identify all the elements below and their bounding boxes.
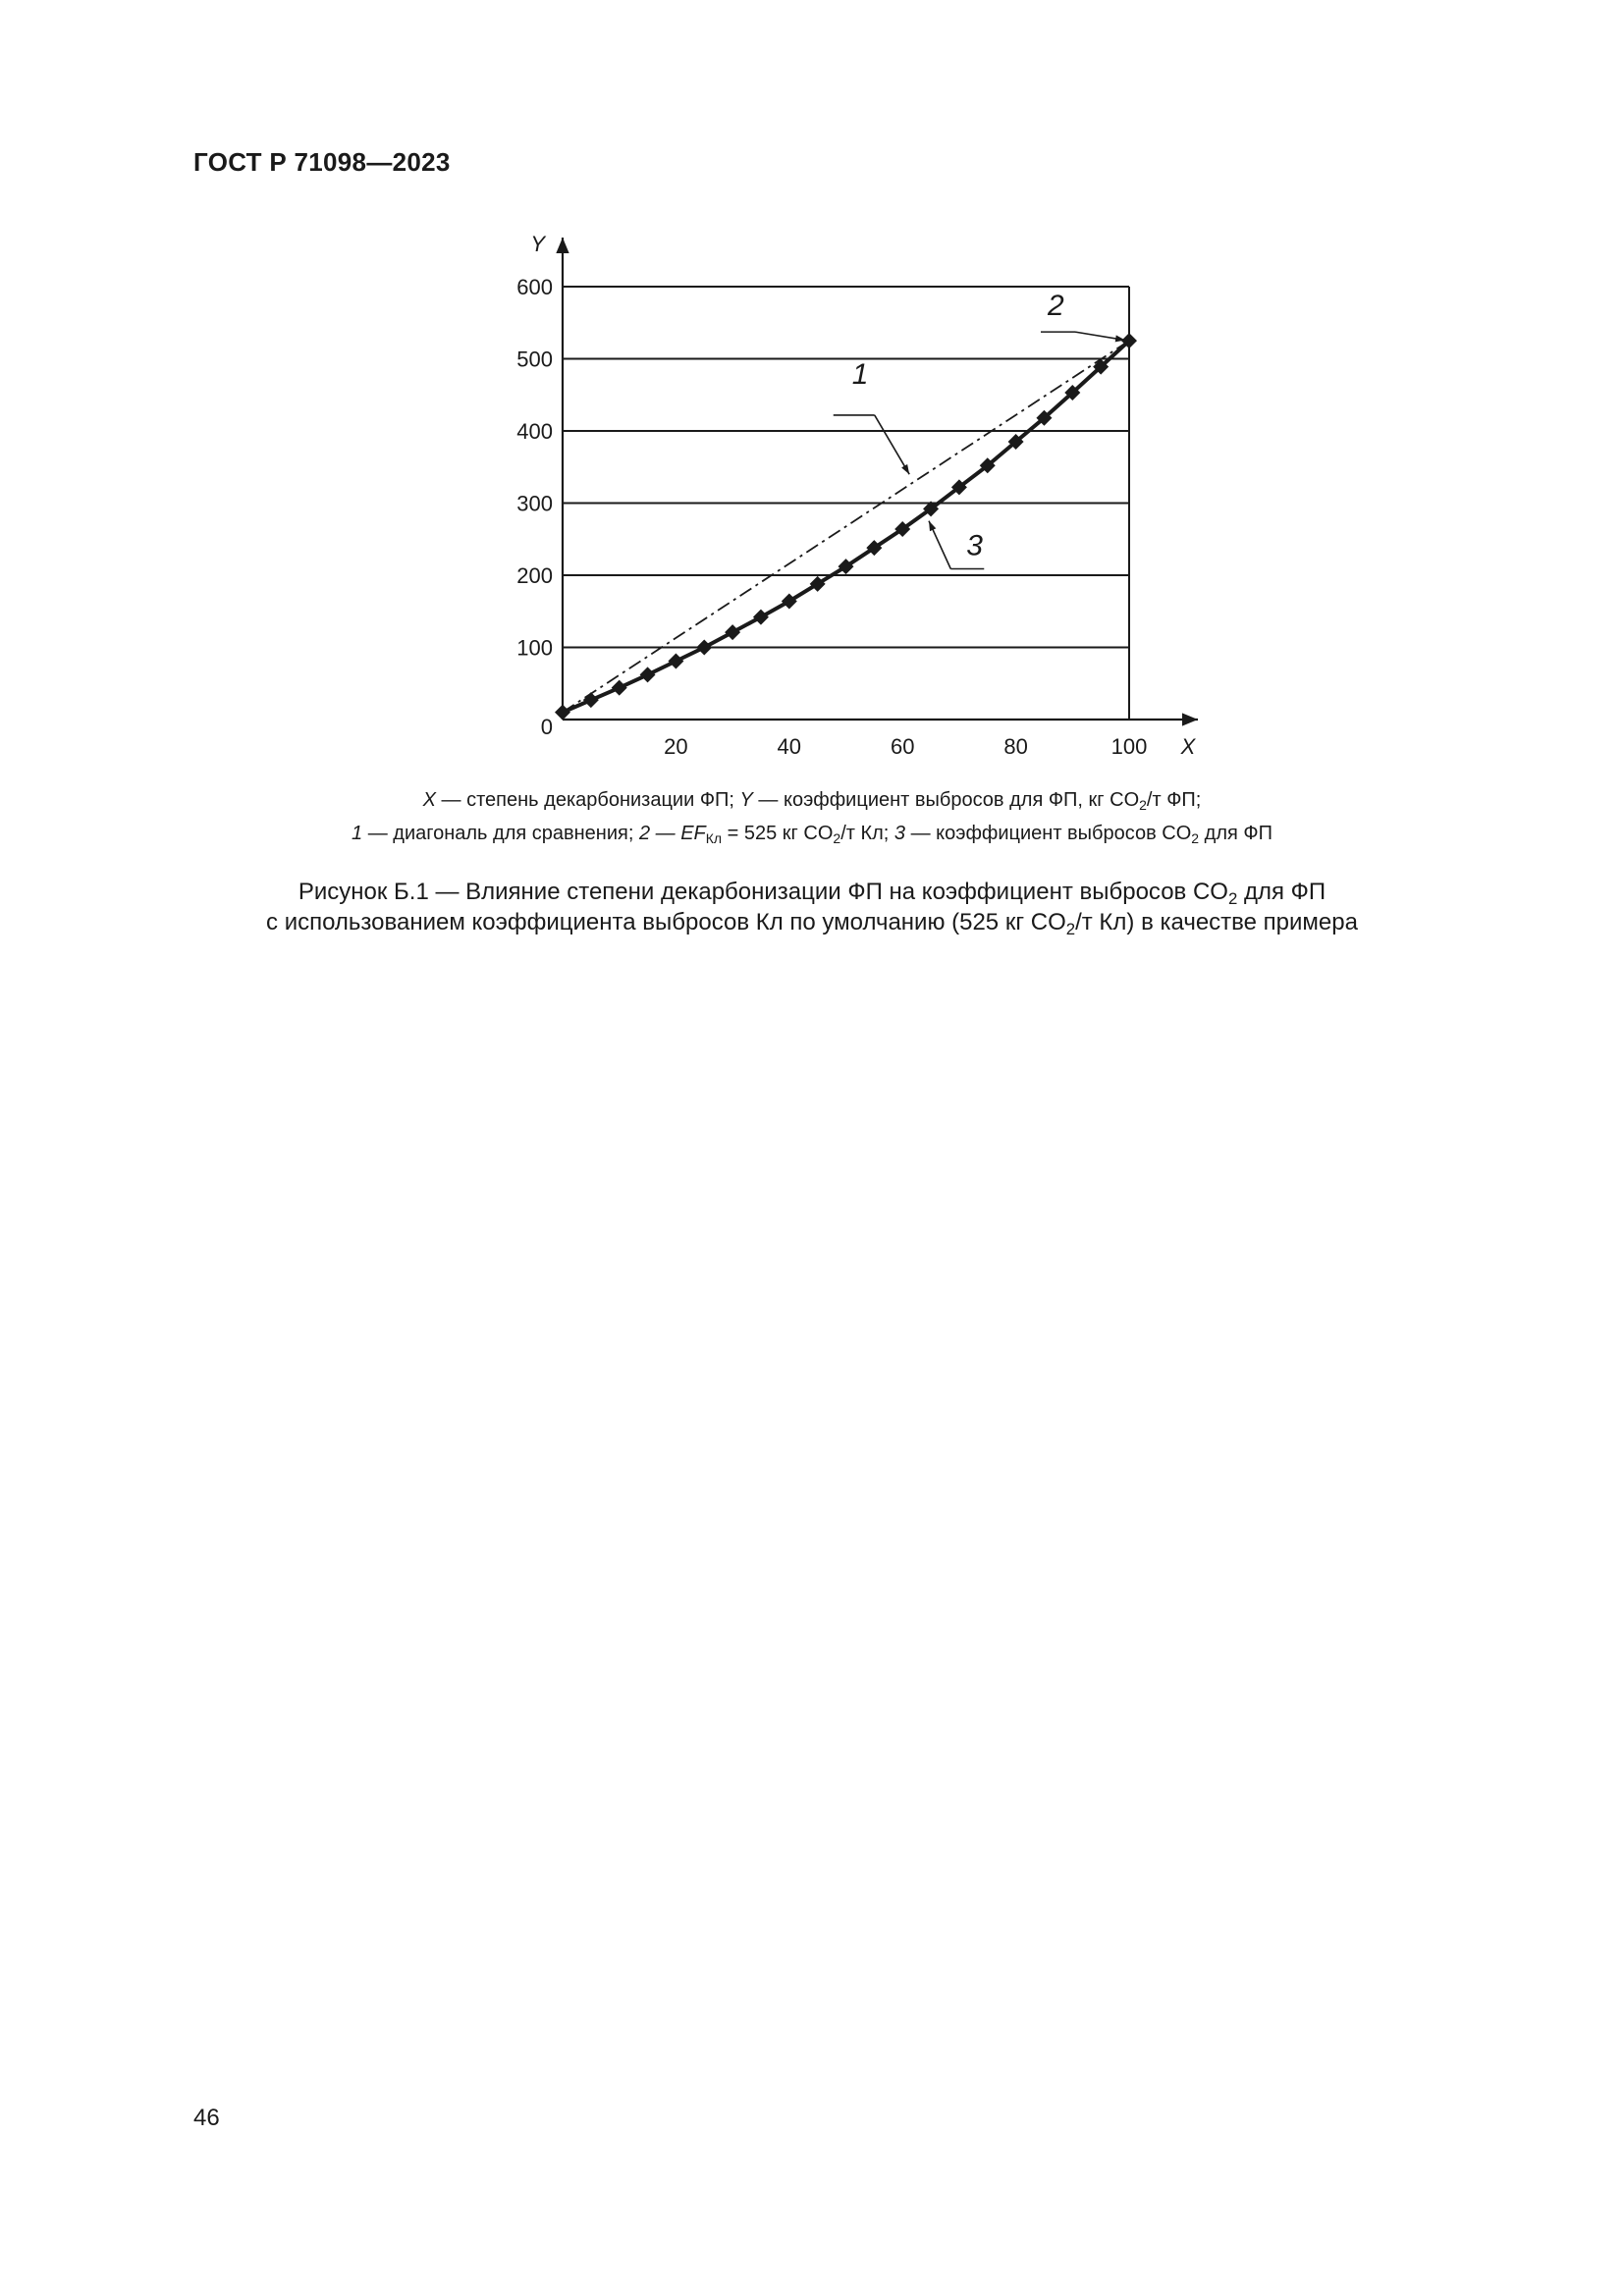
legend-y-symbol: Y bbox=[739, 789, 753, 811]
series-3-marker bbox=[555, 705, 570, 721]
y-tick-label-100: 100 bbox=[516, 635, 553, 661]
legend-item-3-description: — коэффициент выбросов CO bbox=[905, 823, 1192, 844]
caption-text: Рисунок Б.1 — Влияние степени декарбонизации ФП на коэффициент выбросов CO bbox=[298, 879, 1228, 905]
y-tick-label-400: 400 bbox=[516, 419, 553, 444]
caption-text-end: для ФП bbox=[1237, 879, 1326, 905]
grid bbox=[563, 287, 1129, 720]
legend-item-3-number: 3 bbox=[893, 823, 906, 844]
series bbox=[555, 333, 1137, 721]
series-3-marker bbox=[640, 667, 656, 682]
y-axis-label: Y bbox=[530, 232, 545, 256]
legend-item-2-subscript: Кл bbox=[705, 830, 723, 847]
series-3-marker bbox=[668, 653, 683, 668]
legend-y-subscript: 2 bbox=[1139, 797, 1147, 814]
legend-item-3-subscript: 2 bbox=[1191, 830, 1200, 847]
page-number: 46 bbox=[193, 2105, 220, 2131]
legend-item-2-co2-subscript: 2 bbox=[833, 830, 841, 847]
annotation-3-label: 3 bbox=[966, 529, 983, 562]
figure-legend-line-1 bbox=[0, 783, 1624, 817]
y-tick-label-500: 500 bbox=[516, 347, 553, 372]
annotation-2-label: 2 bbox=[1048, 290, 1064, 323]
axes bbox=[530, 232, 1198, 759]
annotations bbox=[834, 290, 1125, 568]
legend-y-description: — коэффициент выбросов для ФП, кг CO bbox=[752, 789, 1140, 811]
annotation-1-label: 1 bbox=[851, 357, 869, 391]
figure-legend-line-2 bbox=[0, 817, 1624, 850]
figure-caption-line-1 bbox=[0, 877, 1624, 907]
series-3-marker bbox=[696, 640, 712, 656]
legend-item-2-description: = 525 кг CO bbox=[722, 823, 834, 844]
legend-x-symbol: X bbox=[422, 789, 436, 811]
legend-y-description-end: /т ФП; bbox=[1146, 789, 1202, 811]
legend-item-1-number: 1 bbox=[352, 823, 363, 844]
series-3-marker bbox=[753, 610, 769, 625]
tick-labels bbox=[516, 275, 1147, 759]
caption-subscript: 2 bbox=[1227, 889, 1238, 909]
document-header: ГОСТ Р 71098—2023 bbox=[193, 147, 451, 177]
chart bbox=[0, 0, 1624, 785]
x-tick-label-40: 40 bbox=[777, 734, 802, 759]
legend-item-2-label: 2 — EF bbox=[638, 823, 706, 844]
annotation-3-leader bbox=[929, 521, 950, 569]
y-tick-label-200: 200 bbox=[516, 563, 553, 588]
x-tick-label-80: 80 bbox=[1003, 734, 1028, 759]
caption-subscript: 2 bbox=[1065, 920, 1076, 939]
legend-x-description: — степень декарбонизации ФП; bbox=[436, 789, 740, 811]
series-3-marker bbox=[612, 680, 627, 696]
annotation-1-leader bbox=[875, 415, 909, 474]
x-tick-label-20: 20 bbox=[664, 734, 688, 759]
x-tick-label-60: 60 bbox=[890, 734, 915, 759]
figure-caption-line-2 bbox=[0, 907, 1624, 937]
annotation-2-leader bbox=[1075, 332, 1125, 340]
legend-item-3-description-end: для ФП bbox=[1199, 823, 1272, 844]
legend-item-1-description: — диагональ для сравнения; bbox=[362, 823, 639, 844]
caption-text: с использованием коэффициента выбросов Кл по умолчанию (525 кг CO bbox=[266, 909, 1066, 935]
y-tick-label-0: 0 bbox=[540, 715, 553, 739]
caption-text-end: /т Кл) в качестве примера bbox=[1075, 909, 1358, 935]
x-axis-label: X bbox=[1180, 734, 1196, 759]
y-tick-label-300: 300 bbox=[516, 491, 553, 516]
legend-item-2-description-end: /т Кл; bbox=[840, 823, 894, 844]
y-tick-label-600: 600 bbox=[516, 275, 553, 299]
x-tick-label-100: 100 bbox=[1110, 734, 1148, 759]
series-1-line bbox=[563, 341, 1129, 712]
series-3-marker bbox=[583, 692, 599, 708]
series-3-marker bbox=[725, 624, 740, 640]
